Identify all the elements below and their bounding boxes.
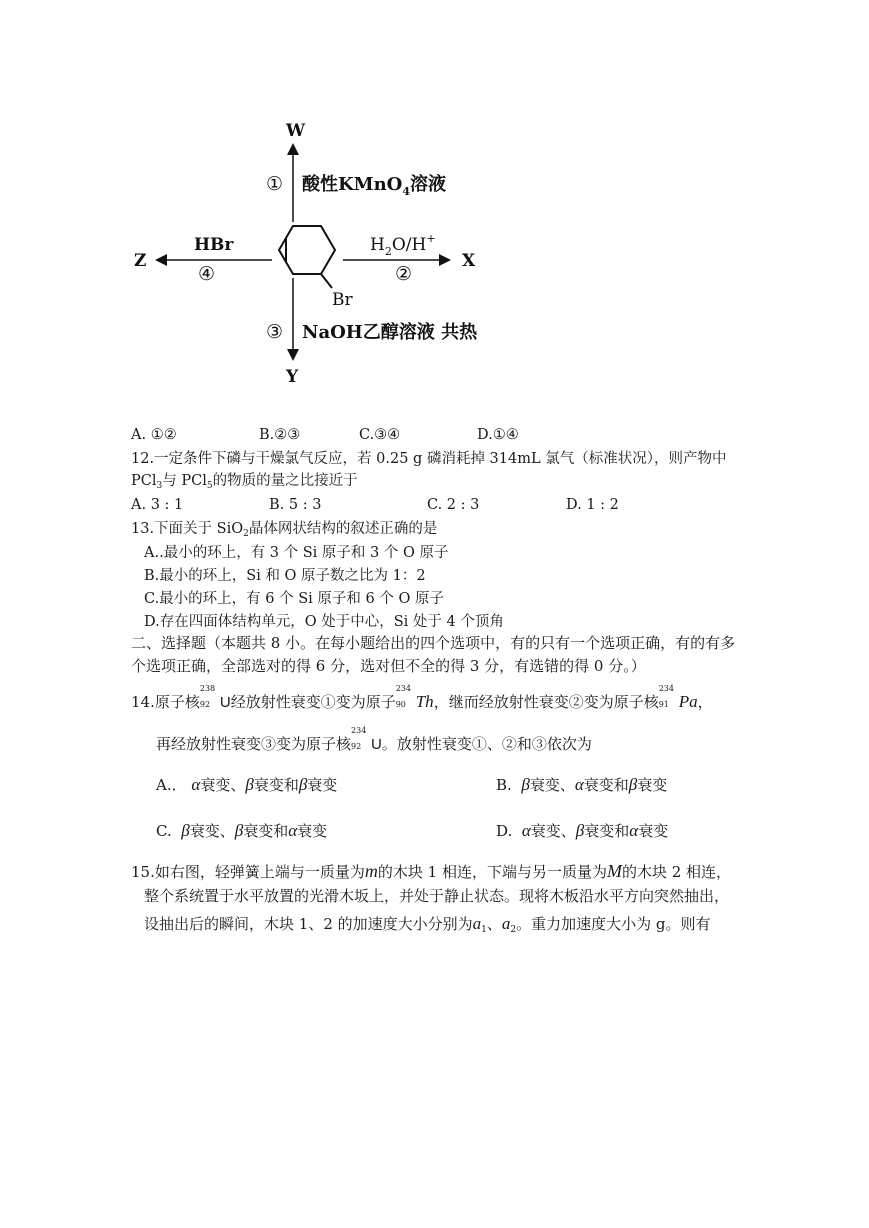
reagent-hbr: HBr — [194, 235, 234, 255]
cyclohexene-ring — [279, 226, 335, 288]
q12-option-b: B. 5 : 3 — [269, 497, 322, 513]
q12-option-a: A. 3 : 1 — [131, 497, 184, 513]
step-2-marker: ② — [395, 263, 413, 285]
q14-option-a: A.． α衰变、β衰变和β衰变 — [156, 775, 338, 794]
q11-option-a: A. ①② — [131, 427, 177, 443]
q15-stem-line3: 设抽出后的瞬间，木块 1、2 的加速度大小分别为$a_1$、$a_2$。重力加速度大小为 g。则有 — [144, 914, 711, 935]
reagent-naoh: NaOH乙醇溶液 共热 — [302, 322, 478, 343]
section2-line2: 个选项正确，全部选对的得 6 分，选对但不全的得 3 分，有选错的得 0 分。） — [131, 657, 646, 675]
q14-stem-line1: 14.原子核 238 92 U经放射性衰变①变为原子 234 90 Th，继而经放射性衰变②变为原子核 234 91 Pa， — [131, 684, 713, 711]
nuclide-th234: 234 90 Th — [395, 684, 434, 711]
product-w: W — [286, 121, 306, 141]
step-4-marker: ④ — [198, 263, 216, 285]
q13-option-d: D.存在四面体结构单元，O 处于中心，Si 处于 4 个顶角 — [144, 614, 504, 630]
q14-option-c: C. β衰变、β衰变和α衰变 — [156, 821, 328, 840]
q14-option-d: D. α衰变、β衰变和α衰变 — [496, 821, 669, 840]
bromine-label: Br — [332, 290, 353, 310]
q11-option-b: B.②③ — [259, 427, 301, 443]
q14-stem-line2: 再经放射性衰变③变为原子核 234 92 U。放射性衰变①、②和③依次为 — [156, 726, 592, 753]
step-3-marker: ③ — [266, 321, 284, 343]
q13-option-a: A..最小的环上，有 3 个 Si 原子和 3 个 O 原子 — [144, 545, 449, 561]
q12-option-c: C. 2 : 3 — [427, 497, 480, 513]
q15-stem-line2: 整个系统置于水平放置的光滑木坂上，并处于静止状态。现将木板沿水平方向突然抽出， — [144, 887, 730, 905]
product-x: X — [462, 251, 476, 271]
nuclide-pa234: 234 91 Pa — [658, 684, 698, 711]
step-1-marker: ① — [266, 173, 284, 195]
reagent-h2o: $H_2O/H^+$ — [370, 232, 436, 258]
section2-line1: 二、选择题（本题共 8 小。在每小题给出的四个选项中，有的只有一个选项正确，有的有多 — [131, 634, 736, 652]
q13-option-c: C.最小的环上，有 6 个 Si 原子和 6 个 O 原子 — [144, 591, 444, 607]
q15-stem-line1: 15.如右图，轻弹簧上端与一质量为m的木块 1 相连，下端与另一质量为M的木块 2 相连， — [131, 861, 732, 881]
q13-stem: 13.下面关于 SiO$_2$晶体网状结构的叙述正确的是 — [131, 521, 438, 539]
nuclide-u238: 238 92 U — [199, 684, 231, 711]
reagent-kmno4: 酸性KMnO$_4$溶液 — [302, 174, 446, 198]
q12-stem-line2: PCl$_3$与 PCl$_5$的物质的量之比接近于 — [131, 473, 358, 491]
q11-option-d: D.①④ — [477, 427, 519, 443]
q12-stem-line1: 12.一定条件下磷与干燥氯气反应，若 0.25 g 磷消耗掉 314mL 氯气（标准状况），则产物中 — [131, 451, 727, 467]
q12-option-d: D. 1 : 2 — [566, 497, 619, 513]
q11-option-c: C.③④ — [359, 427, 401, 443]
nuclide-u234: 234 92 U — [351, 726, 382, 753]
product-z: Z — [134, 251, 147, 271]
q13-option-b: B.最小的环上，Si 和 O 原子数之比为 1：2 — [144, 568, 426, 584]
reaction-diagram — [120, 110, 520, 400]
product-y: Y — [286, 367, 299, 387]
q14-option-b: B. β衰变、α衰变和β衰变 — [496, 775, 668, 794]
